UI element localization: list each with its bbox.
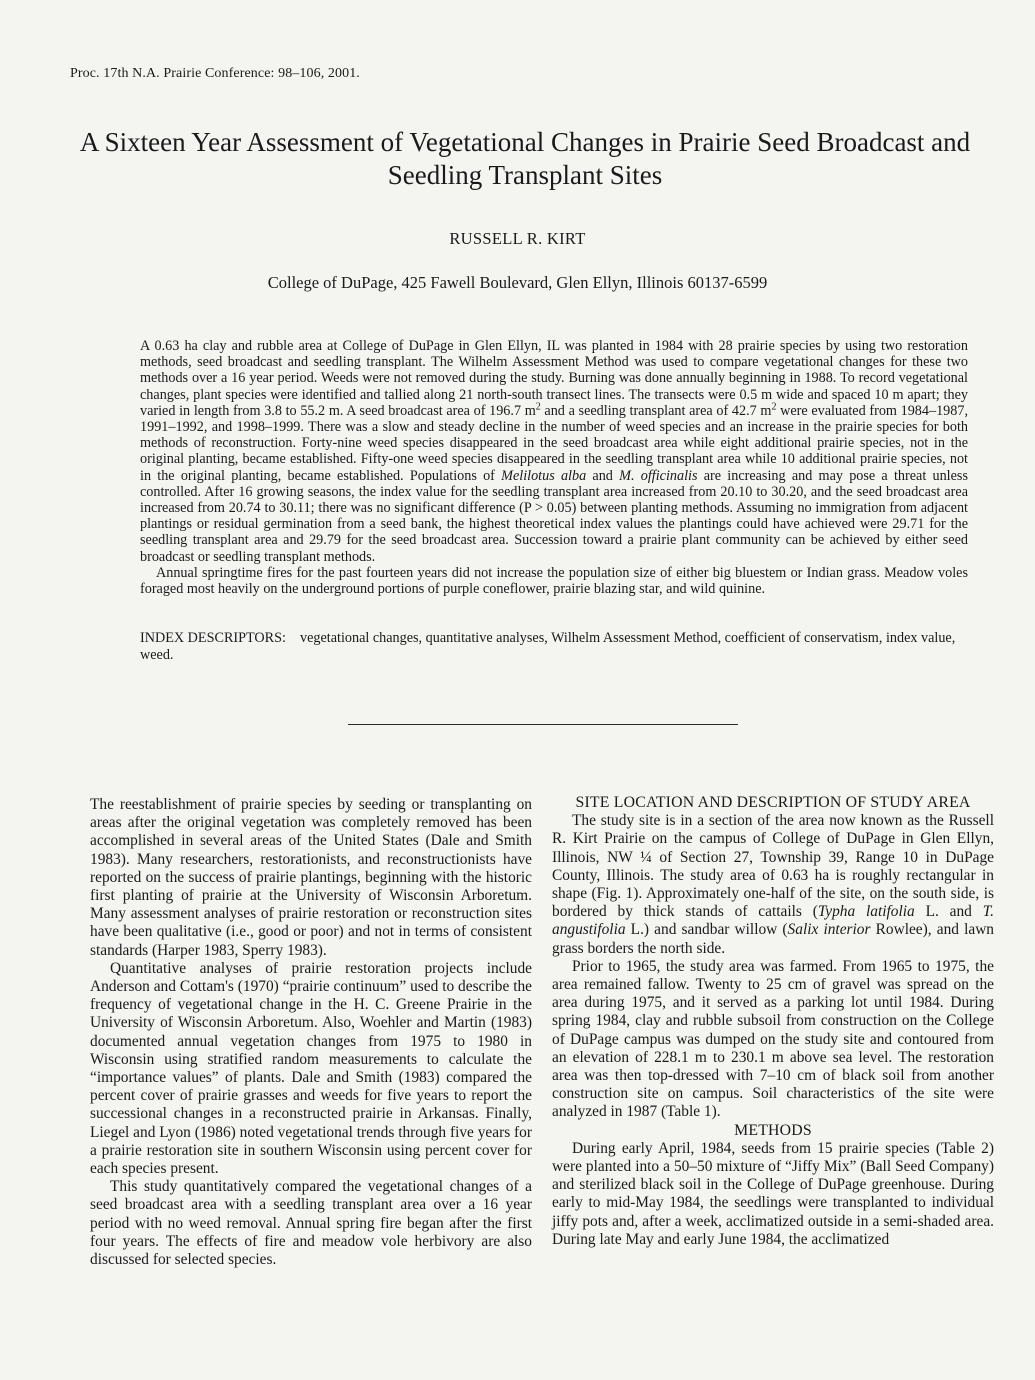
abstract-text: A 0.63 ha clay and rubble area at College of DuPage in Glen Ellyn, IL was planted in 1984 with 28 prairie species by using two restoration methods, seed broadcast and seedling transplant. The Wilhelm Assessment Method was used to compare vegetational changes for these two methods over a 16 year period. Weeds were not removed during the study. Burning was done annually beginning in 1988. To record vegetational changes, plant species were identified and tallied along 21 north-south transect lines. The transects were 0.5 m wide and spaced 10 m apart; they varied in length from 3.8 to 55.2 m. A seed broadcast area of 196.7 m	[140, 338, 968, 419]
intro-paragraph-2: Quantitative analyses of prairie restoration projects include Anderson and Cottam's (1970) “prairie continuum” used to describe the frequency of vegetational change in the H. C. Greene Prairie in the University of Wisconsin Arboretum. Also, Woehler and Martin (1983) documented annual vegetation changes from 1975 to 1980 in Wisconsin using stratified random measurements to calculate the “importance values” of plants. Dale and Smith (1983) compared the percent cover of prairie grasses and weeds for five years to report the successional changes in a reconstructed prairie in Arkansas. Finally, Liegel and Lyon (1986) noted vegetational trends through five years for a prairie restoration site in southern Wisconsin using percent cover for each species present.	[90, 959, 532, 1178]
abstract-text: and a seedling transplant area of 42.7 m	[540, 402, 772, 419]
species-name: Melilotus alba	[501, 467, 587, 484]
body-text: Rowlee), and lawn grass borders the north side.	[552, 921, 995, 957]
abstract-text: are increasing and may pose a threat unless controlled. After 16 growing seasons, the index value for the seedling transplant area increased from 20.10 to 30.20, and the seed broadcast area increased from 20.74 to 30.11; there was no significant difference (P > 0.05) between planting methods. Assuming no immigration from adjacent plantings or residual germination from a seed bank, the highest theoretical index values the plantings could have achieved were 29.71 for the seedling transplant area and 29.79 for the seed broadcast area. Succession toward a prairie plant community can be achieved by either seed broadcast or seedling transplant methods.	[140, 467, 968, 565]
article-title: A Sixteen Year Assessment of Vegetational Changes in Prairie Seed Broadcast and Seedling Transplant Sites	[79, 127, 971, 190]
superscript: 2	[535, 401, 541, 413]
section-divider	[348, 724, 738, 725]
body-text: L.) and sandbar willow (	[625, 921, 788, 939]
methods-paragraph-1: During early April, 1984, seeds from 15 prairie species (Table 2) were planted into a 50–50 mixture of “Jiffy Mix” (Ball Seed Company) and sterilized black soil in the College of DuPage greenhouse. During early to mid-May 1984, the seedlings were transplanted to individual jiffy pots and, after a week, acclimatized outside in a semi-shaded area. During late May and early June 1984, the acclimatized	[552, 1139, 994, 1248]
site-paragraph-2: Prior to 1965, the study area was farmed. From 1965 to 1975, the area remained fallow. Twenty to 25 cm of gravel was spread on the area during 1975, and it served as a parking lot until 1984. During spring 1984, clay and rubble subsoil from construction on the College of DuPage campus was dumped on the study site and contoured from an elevation of 228.1 m to 230.1 m above sea level. The restoration area was then top-dressed with 7–10 cm of black soil from another construction site on campus. Soil characteristics of the site were analyzed in 1987 (Table 1).	[552, 957, 994, 1121]
author-affiliation: College of DuPage, 425 Fawell Boulevard, Glen Ellyn, Illinois 60137-6599	[267, 273, 768, 292]
body-text: L. and	[914, 903, 983, 921]
abstract-paragraph-1	[140, 338, 968, 565]
page-citation: Proc. 17th N.A. Prairie Conference: 98–106, 2001.	[70, 66, 360, 81]
index-descriptors-label: INDEX DESCRIPTORS:	[140, 630, 286, 646]
abstract	[140, 338, 968, 597]
abstract-text: were evaluated from 1984–1987, 1991–1992, and 1998–1999. There was a slow and steady decline in the number of weed species and an increase in the prairie species for both methods of reconstruction. Forty-nine weed species disappeared in the seed broadcast area while eight additional prairie species, not in the original planting, became established. Fifty-one weed species disappeared in the seedling transplant area while 10 additional prairie species, not in the original planting, became established. Populations of	[140, 402, 969, 484]
index-descriptors-text: vegetational changes, quantitative analyses, Wilhelm Assessment Method, coefficient of conservatism, index value, weed.	[140, 630, 956, 663]
intro-paragraph-1: The reestablishment of prairie species by seeding or transplanting on areas after the original vegetation was completely removed has been accomplished in several areas of the United States (Dale and Smith 1983). Many researchers, restorationists, and reconstructionists have reported on the success of prairie plantings, beginning with the historic first planting of prairie at the University of Wisconsin Arboretum. Many assessment analyses of prairie restoration or reconstruction sites have been qualitative (i.e., good or poor) and not in terms of consistent standards (Harper 1983, Sperry 1983).	[90, 796, 532, 959]
article-author: RUSSELL R. KIRT	[449, 229, 586, 248]
species-name: Salix interior	[787, 921, 871, 939]
index-descriptors	[140, 630, 968, 664]
abstract-paragraph-2: Annual springtime fires for the past fourteen years did not increase the population size of either big bluestem or Indian grass. Meadow voles foraged most heavily on the underground portions of purple coneflower, prairie blazing star, and wild quinine.	[140, 564, 968, 598]
intro-paragraph-3: This study quantitatively compared the vegetational changes of a seed broadcast area with a seedling transplant area over a 16 year period with no weed removal. Annual spring fire began after the first four years. The effects of fire and meadow vole herbivory are also discussed for selected species.	[90, 1178, 532, 1269]
species-name: T. angustifolia	[552, 903, 994, 939]
left-column	[90, 796, 532, 1269]
body-text: The study site is in a section of the area now known as the Russell R. Kirt Prairie on the campus of College of DuPage in Glen Ellyn, Illinois, NW ¼ of Section 27, Township 39, Range 10 in DuPage County, Illinois. The study area of 0.63 ha is roughly rectangular in shape (Fig. 1). Approximately one-half of the site, on the south side, is bordered by thick stands of cattails (	[552, 812, 994, 921]
site-paragraph-1	[552, 812, 994, 958]
section-heading-methods: METHODS	[734, 1121, 812, 1139]
right-column	[552, 794, 994, 1249]
section-heading-site: SITE LOCATION AND DESCRIPTION OF STUDY AREA	[575, 794, 971, 811]
species-name: M. officinalis	[619, 467, 698, 484]
superscript: 2	[771, 401, 777, 413]
species-name: Typha latifolia	[817, 903, 915, 921]
abstract-text: and	[586, 467, 620, 484]
